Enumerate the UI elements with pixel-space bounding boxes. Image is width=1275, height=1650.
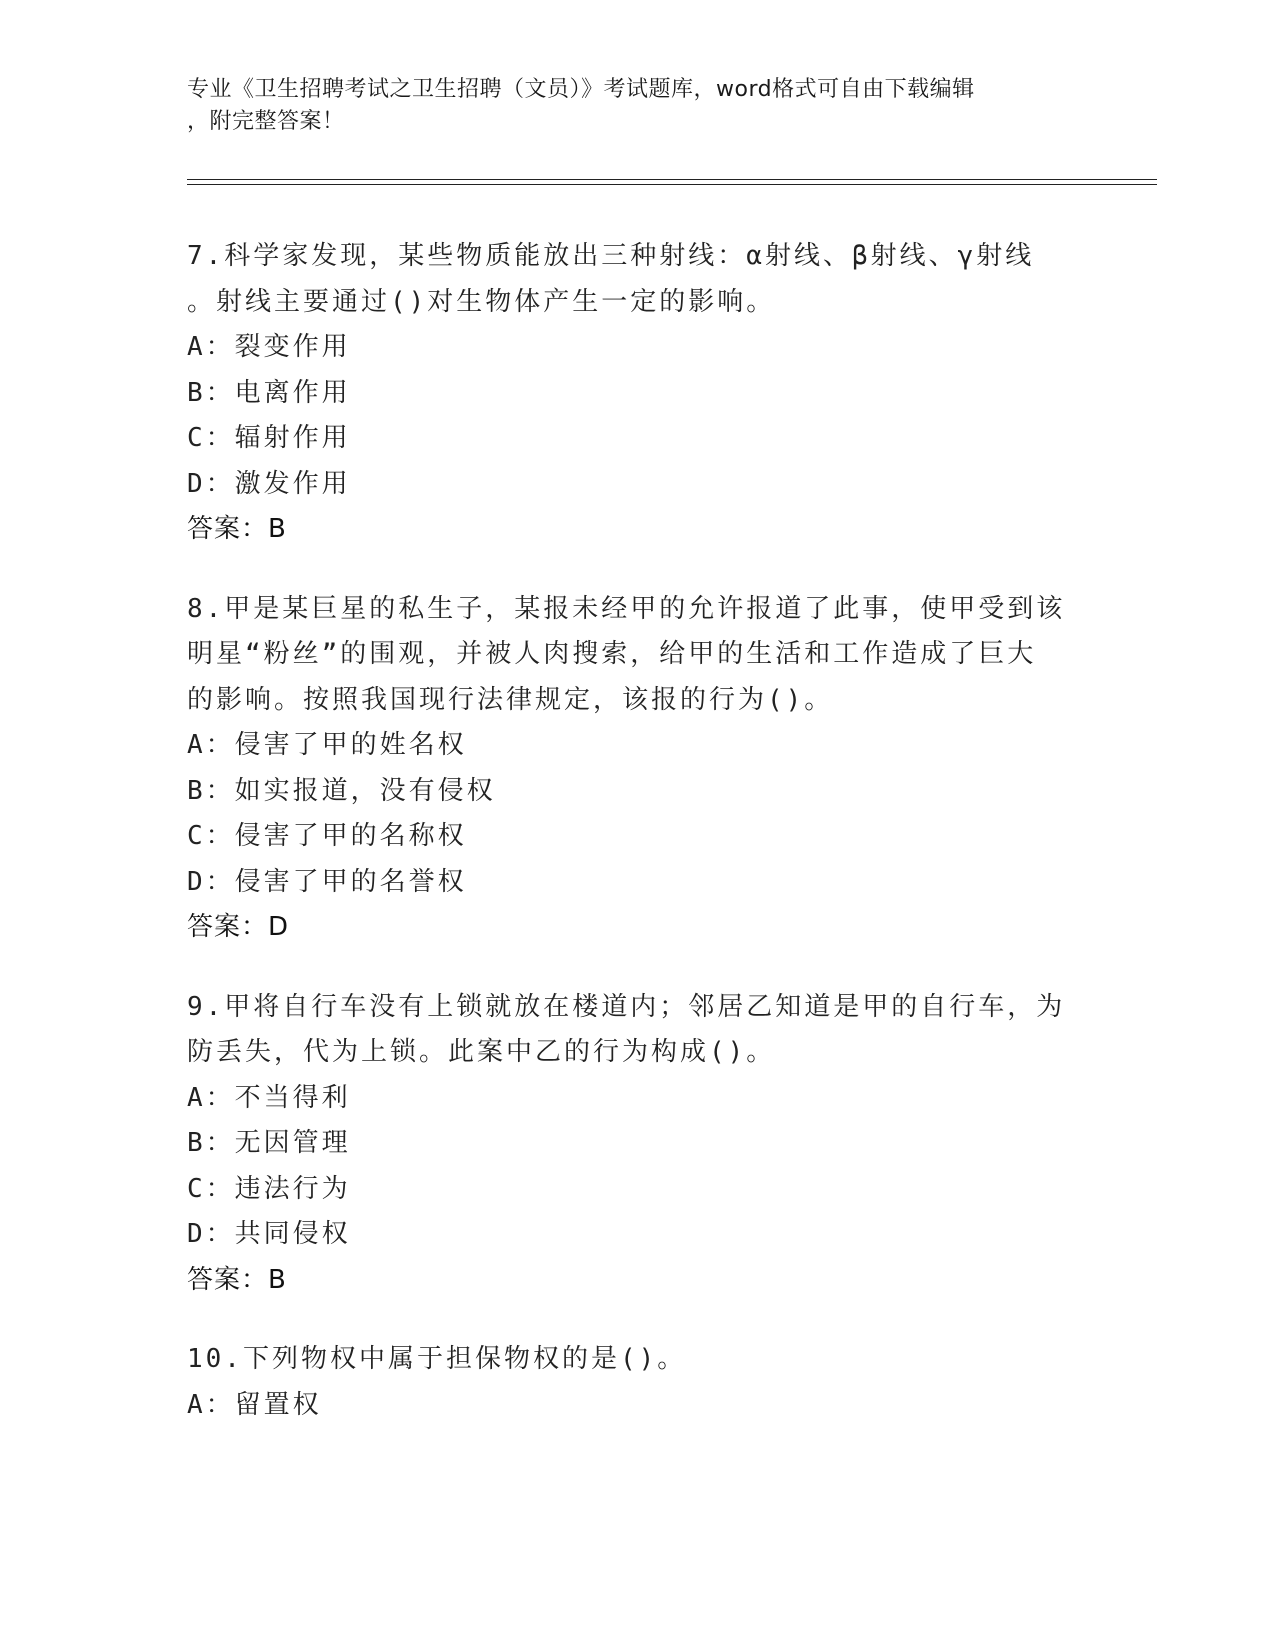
option-b: B：如实报道，没有侵权 (187, 775, 496, 806)
question-item (187, 1337, 1087, 1428)
header-title-line: 专业《卫生招聘考试之卫生招聘（文员）》考试题库，word格式可自由下载编辑 (187, 77, 975, 102)
option-a: A：留置权 (187, 1389, 322, 1420)
option-a: A：侵害了甲的姓名权 (187, 730, 467, 760)
question-text: 明星“粉丝”的围观，并被人肉搜索，给甲的生活和工作造成了巨大 (187, 639, 1037, 669)
question-text: 。射线主要通过()对生物体产生一定的影响。 (187, 286, 776, 317)
question-text: 9.甲将自行车没有上锁就放在楼道内；邻居乙知道是甲的自行车，为 (187, 991, 1066, 1022)
question-item (187, 587, 1087, 951)
option-c: C：辐射作用 (187, 423, 351, 453)
option-a: A：不当得利 (187, 1082, 351, 1113)
question-text: 的影响。按照我国现行法律规定，该报的行为()。 (187, 684, 834, 715)
option-d: D：共同侵权 (187, 1219, 351, 1249)
header-divider-bottom (187, 184, 1157, 185)
question-text: 10.下列物权中属于担保物权的是()。 (187, 1344, 687, 1374)
option-c: C：违法行为 (187, 1173, 351, 1204)
question-list (187, 234, 1087, 1462)
document-header (187, 74, 1087, 138)
header-title-line-2: ，附完整答案！ (187, 109, 345, 134)
question-item (187, 234, 1087, 553)
answer-label: 答案：B (187, 1264, 287, 1295)
question-text: 8.甲是某巨星的私生子，某报未经甲的允许报道了此事，使甲受到该 (187, 593, 1066, 624)
answer-label: 答案：B (187, 514, 287, 544)
header-divider-top (187, 179, 1157, 180)
option-d: D：侵害了甲的名誉权 (187, 866, 467, 897)
option-a: A：裂变作用 (187, 332, 351, 362)
answer-label: 答案：D (187, 912, 290, 942)
question-text: 防丢失，代为上锁。此案中乙的行为构成()。 (187, 1037, 776, 1067)
option-b: B：电离作用 (187, 377, 351, 408)
option-b: B：无因管理 (187, 1128, 351, 1158)
option-d: D：激发作用 (187, 468, 351, 499)
question-text: 7.科学家发现，某些物质能放出三种射线：α射线、β射线、γ射线 (187, 241, 1035, 271)
option-c: C：侵害了甲的名称权 (187, 821, 467, 851)
question-item (187, 985, 1087, 1304)
